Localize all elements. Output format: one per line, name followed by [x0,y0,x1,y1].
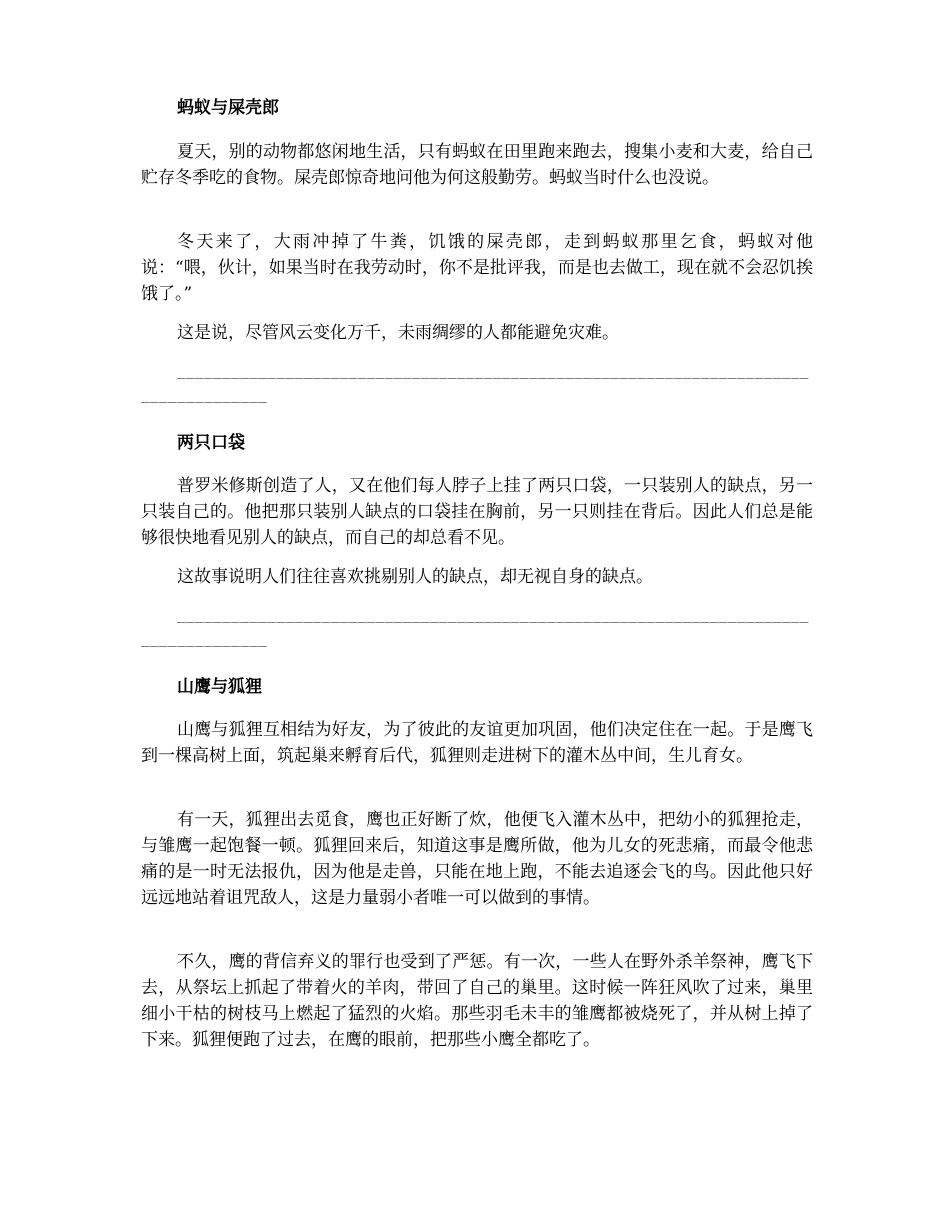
story-paragraph: 不久，鹰的背信弃义的罪行也受到了严惩。有一次，一些人在野外杀羊祭神，鹰飞下去，从祭坛上抓起了带着火的羊肉，带回了自己的巢里。这时候一阵狂风吹了过来，巢里细小干枯的树枝马上燃起了猛烈的火焰。那些羽毛未丰的雏鹰都被烧死了，并从树上掉了下来。狐狸便跑了过去，在鹰的眼前，把那些小鹰全都吃了。 [141,952,813,1050]
story-moral: 这是说，尽管风云变化万千，未雨绸缪的人都能避免灾难。 [177,323,619,343]
story-moral: 这故事说明人们往往喜欢挑剔别人的缺点，却无视自身的缺点。 [177,567,653,587]
story-title-ant-and-dung-beetle: 蚂蚁与屎壳郎 [177,98,279,118]
section-separator: ____________________________________________________________________________________ [141,363,810,403]
story-title-two-bags: 两只口袋 [177,433,245,453]
story-paragraph: 有一天，狐狸出去觅食，鹰也正好断了炊，他便飞入灌木丛中，把幼小的狐狸抢走，与雏鹰一起饱餐一顿。狐狸回来后，知道这事是鹰所做，他为儿女的死悲痛，而最令他悲痛的是一时无法报仇，因为他是走兽，只能在地上跑，不能去追逐会飞的鸟。因此他只好远远地站着诅咒敌人，这是力量弱小者唯一可以做到的事情。 [141,810,813,908]
story-paragraph: 普罗米修斯创造了人，又在他们每人脖子上挂了两只口袋，一只装别人的缺点，另一只装自己的。他把那只装别人缺点的口袋挂在胸前，另一只则挂在背后。因此人们总是能够很快地看见别人的缺点，而自己的却总看不见。 [141,476,813,548]
story-paragraph: 山鹰与狐狸互相结为好友，为了彼此的友谊更加巩固，他们决定住在一起。于是鹰飞到一棵高树上面，筑起巢来孵育后代，狐狸则走进树下的灌木丛中间，生儿育女。 [141,720,813,766]
story-title-eagle-and-fox: 山鹰与狐狸 [177,677,262,697]
section-separator: ____________________________________________________________________________________ [141,607,810,647]
story-paragraph: 冬天来了，大雨冲掉了牛粪，饥饿的屎壳郎，走到蚂蚁那里乞食，蚂蚁对他说：“喂，伙计，如果当时在我劳动时，你不是批评我，而是也去做工，现在就不会忍饥挨饿了。” [141,232,813,304]
story-paragraph: 夏天，别的动物都悠闲地生活，只有蚂蚁在田里跑来跑去，搜集小麦和大麦，给自己贮存冬季吃的食物。屎壳郎惊奇地问他为何这般勤劳。蚂蚁当时什么也没说。 [141,142,813,188]
